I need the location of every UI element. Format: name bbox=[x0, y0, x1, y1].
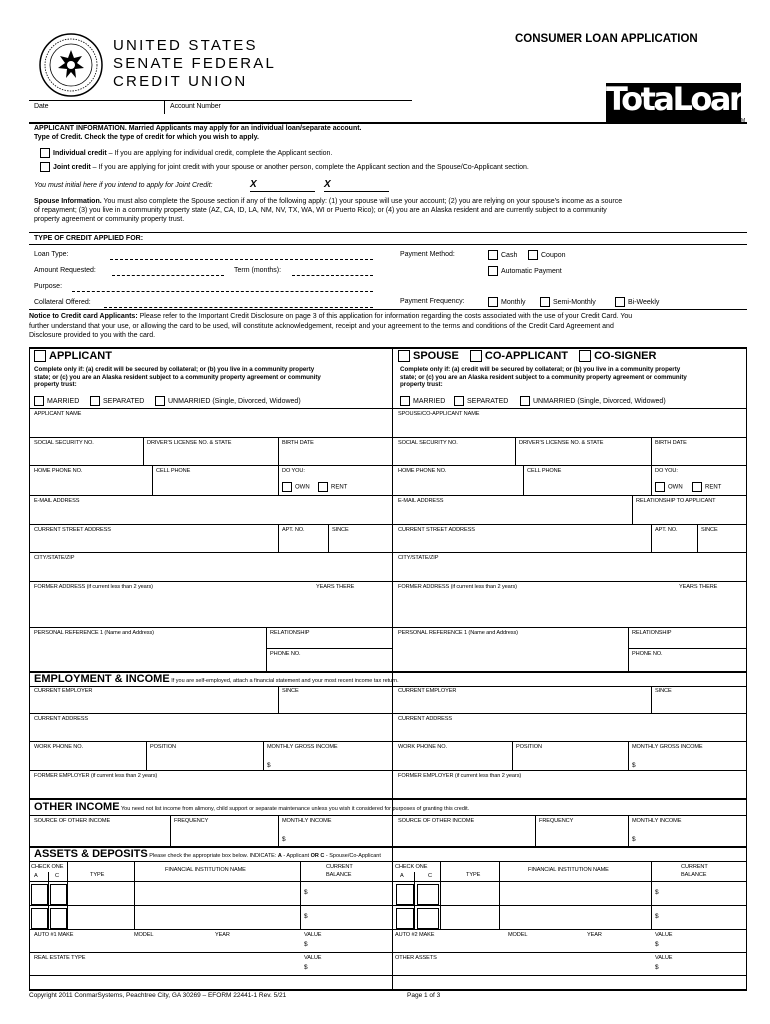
applicant-auto-value-dollar: $ bbox=[304, 941, 308, 948]
cash-checkbox[interactable] bbox=[488, 250, 498, 260]
applicant-own-checkbox[interactable] bbox=[282, 482, 292, 492]
spouse-info-bold: Spouse Information. bbox=[34, 198, 102, 205]
co-signer-title: CO-SIGNER bbox=[594, 350, 657, 362]
spouse-cond-2: state; or (c) you are an Alaska resident subject to a community property agreement or community bbox=[400, 373, 687, 381]
applicant-other-income-frequency-label: FREQUENCY bbox=[174, 818, 209, 824]
spouse-years-there-label: YEARS THERE bbox=[679, 584, 718, 590]
bi-weekly-label: Bi-Weekly bbox=[628, 298, 660, 306]
spouse-email-label: E-MAIL ADDRESS bbox=[398, 498, 444, 504]
spouse-name-label: SPOUSE/CO-APPLICANT NAME bbox=[398, 411, 480, 417]
spouse-do-you-label: DO YOU: bbox=[655, 468, 678, 474]
individual-credit-checkbox[interactable] bbox=[40, 148, 50, 158]
applicant-type-label: TYPE bbox=[90, 872, 105, 878]
bi-weekly-checkbox[interactable] bbox=[615, 297, 625, 307]
applicant-section-title bbox=[34, 350, 112, 362]
applicant-own-option[interactable] bbox=[282, 482, 310, 492]
notice-line-2: further understand that your use, or allowing the card to be used, will constitute acknowledgement, receipt and your agreement to the terms and conditions of the Credit Card Agreement and bbox=[29, 322, 614, 330]
applicant-ref-phone-label: PHONE NO. bbox=[270, 651, 301, 657]
spouse-relationship-label: RELATIONSHIP bbox=[632, 630, 672, 636]
applicant-dl-field[interactable] bbox=[144, 447, 277, 464]
applicant-institution-label: FINANCIAL INSTITUTION NAME bbox=[165, 867, 246, 873]
notice-bold: Notice to Credit card Applicants: bbox=[29, 313, 138, 320]
applicant-employer-address-label: CURRENT ADDRESS bbox=[34, 716, 89, 722]
spouse-former-employer-label: FORMER EMPLOYER (if current less than 2 years) bbox=[398, 773, 522, 779]
applicant-cond-2: state; or (c) you are an Alaska resident subject to a community property agreement or community bbox=[34, 373, 321, 381]
other-income-note: You need not list income from alimony, child support or separate maintenance unless you wish it considered for purposes of granting this credit. bbox=[119, 806, 470, 812]
applicant-asset2-a-checkbox[interactable] bbox=[31, 908, 48, 929]
applicant-name-label: APPLICANT NAME bbox=[34, 411, 82, 417]
spouse-auto-model-label: MODEL bbox=[508, 932, 528, 938]
monthly-checkbox[interactable] bbox=[488, 297, 498, 307]
applicant-title: APPLICANT bbox=[49, 350, 112, 362]
term-label: Term (months): bbox=[234, 267, 282, 274]
form-title: CONSUMER LOAN APPLICATION bbox=[515, 33, 698, 45]
spouse-gross-dollar: $ bbox=[632, 762, 636, 769]
joint-credit-checkbox[interactable] bbox=[40, 162, 50, 172]
applicant-apt-label: APT. NO. bbox=[282, 527, 305, 533]
applicant-former-employer-label: FORMER EMPLOYER (if current less than 2 years) bbox=[34, 773, 158, 779]
spouse-a-label: A bbox=[400, 873, 404, 879]
applicant-separated-checkbox[interactable] bbox=[90, 396, 100, 406]
initial-x-1: X bbox=[250, 179, 257, 190]
spouse-balance-1-dollar: $ bbox=[655, 889, 659, 896]
co-signer-checkbox[interactable] bbox=[579, 350, 591, 362]
spouse-auto-value-label: VALUE bbox=[655, 932, 673, 938]
joint-credit-desc: – If you are applying for joint credit with your spouse or another person, complete the Applicant section and the Spouse/Co-Applicant section. bbox=[90, 163, 529, 171]
spouse-other-assets-value-label: VALUE bbox=[655, 955, 673, 961]
spouse-balance-label: BALANCE bbox=[681, 872, 707, 878]
assets-section-title bbox=[34, 848, 381, 860]
spouse-rent-label: RENT bbox=[705, 484, 722, 491]
applicant-employer-label: CURRENT EMPLOYER bbox=[34, 688, 93, 694]
applicant-email-field[interactable] bbox=[30, 505, 391, 523]
spouse-current-label: CURRENT bbox=[681, 864, 708, 870]
notice-line-3: Disclosure provided to you with the card. bbox=[29, 332, 156, 339]
applicant-married-label: MARRIED bbox=[47, 397, 80, 405]
spouse-former-address-label: FORMER ADDRESS (if current less than 2 years) bbox=[398, 584, 517, 590]
applicant-auto-year-label: YEAR bbox=[215, 932, 230, 938]
purpose-label: Purpose: bbox=[34, 283, 63, 290]
spouse-own-option[interactable] bbox=[655, 482, 683, 492]
senate-seal-icon bbox=[38, 32, 104, 98]
applicant-reference-label: PERSONAL REFERENCE 1 (Name and Address) bbox=[34, 630, 154, 636]
cash-label: Cash bbox=[501, 251, 518, 259]
spouse-employer-since-label: SINCE bbox=[655, 688, 672, 694]
spouse-other-assets-dollar: $ bbox=[655, 964, 659, 971]
semi-monthly-option[interactable] bbox=[540, 297, 596, 307]
spouse-other-income-dollar: $ bbox=[632, 836, 636, 843]
applicant-balance-1-dollar: $ bbox=[304, 889, 308, 896]
applicant-unmarried-checkbox[interactable] bbox=[155, 396, 165, 406]
spouse-rent-option[interactable] bbox=[692, 482, 721, 492]
applicant-asset2-c-checkbox[interactable] bbox=[50, 908, 67, 929]
applicant-current-label: CURRENT bbox=[326, 864, 353, 870]
spouse-rent-checkbox[interactable] bbox=[692, 482, 702, 492]
collateral-field[interactable] bbox=[104, 297, 373, 307]
applicant-gross-dollar: $ bbox=[267, 762, 271, 769]
amount-requested-label: Amount Requested: bbox=[34, 267, 96, 274]
applicant-rent-label: RENT bbox=[331, 484, 348, 491]
applicant-since-label: SINCE bbox=[332, 527, 349, 533]
spouse-city-label: CITY/STATE/ZIP bbox=[398, 555, 439, 561]
spouse-auto-value-dollar: $ bbox=[655, 941, 659, 948]
initial-line: You must initial here if you intend to apply for Joint Credit: bbox=[34, 182, 213, 189]
joint-credit-label: Joint credit bbox=[53, 163, 91, 171]
assets-or: OR bbox=[310, 853, 319, 859]
initial-field-2[interactable] bbox=[332, 180, 389, 191]
copyright-text: Copyright 2011 ConmarSystems, Peachtree City, GA 30269 – EFORM 22441-1 Rev. 5/21 bbox=[29, 992, 287, 999]
applicant-a-label: A bbox=[34, 873, 38, 879]
org-line-1: UNITED STATES bbox=[113, 37, 258, 54]
applicant-birth-field[interactable] bbox=[279, 447, 391, 464]
type-of-credit: Type of Credit. Check the type of credit for which you wish to apply. bbox=[34, 134, 259, 141]
applicant-asset1-c-checkbox[interactable] bbox=[50, 884, 67, 905]
spouse-employer-label: CURRENT EMPLOYER bbox=[398, 688, 457, 694]
spouse-cond-1: Complete only if: (a) credit will be secured by collateral; or (b) you live in a community property bbox=[400, 366, 681, 373]
spouse-conditions bbox=[400, 366, 687, 389]
spouse-title: SPOUSE bbox=[413, 350, 459, 362]
spouse-separated-label: SEPARATED bbox=[467, 397, 509, 405]
payment-frequency-label: Payment Frequency: bbox=[400, 298, 465, 305]
applicant-rent-checkbox[interactable] bbox=[318, 482, 328, 492]
applicant-birth-label: BIRTH DATE bbox=[282, 440, 314, 446]
applicant-employer-since-label: SINCE bbox=[282, 688, 299, 694]
applicant-gross-income-label: MONTHLY GROSS INCOME bbox=[267, 744, 338, 750]
spouse-own-label: OWN bbox=[668, 484, 683, 491]
spouse-other-income-source-label: SOURCE OF OTHER INCOME bbox=[398, 818, 475, 824]
spouse-cond-3: property trust: bbox=[400, 381, 443, 388]
spouse-dl-label: DRIVER’S LICENSE NO. & STATE bbox=[519, 440, 604, 446]
applicant-check-one-label: CHECK ONE bbox=[31, 864, 64, 870]
applicant-separated-option[interactable] bbox=[90, 396, 144, 406]
individual-credit-row bbox=[40, 148, 332, 158]
spouse-name-field[interactable] bbox=[393, 418, 745, 436]
loan-type-field[interactable] bbox=[110, 249, 373, 259]
coupon-option[interactable] bbox=[528, 250, 566, 260]
applicant-auto-make-label: AUTO #1 MAKE bbox=[34, 932, 74, 938]
applicant-rent-option[interactable] bbox=[318, 482, 347, 492]
spouse-checkbox[interactable] bbox=[398, 350, 410, 362]
amount-requested-field[interactable] bbox=[112, 265, 224, 275]
other-income-title: OTHER INCOME bbox=[34, 801, 120, 813]
credit-applied-heading: TYPE OF CREDIT APPLIED FOR: bbox=[34, 235, 144, 242]
coupon-label: Coupon bbox=[541, 251, 566, 259]
spouse-unmarried-label: UNMARRIED (Single, Divorced, Widowed) bbox=[533, 397, 666, 405]
spouse-unmarried-option[interactable] bbox=[520, 396, 666, 406]
spouse-employer-address-label: CURRENT ADDRESS bbox=[398, 716, 453, 722]
account-number-label: Account Number bbox=[170, 103, 221, 110]
applicant-other-income-dollar: $ bbox=[282, 836, 286, 843]
applicant-other-monthly-income-label: MONTHLY INCOME bbox=[282, 818, 332, 824]
spouse-info-text-3: property agreement or community property trust. bbox=[34, 216, 185, 223]
applicant-relationship-label: RELATIONSHIP bbox=[270, 630, 310, 636]
applicant-ssn-label: SOCIAL SECURITY NO. bbox=[34, 440, 94, 446]
applicant-position-label: POSITION bbox=[150, 744, 176, 750]
spouse-ssn-label: SOCIAL SECURITY NO. bbox=[398, 440, 458, 446]
applicant-years-there-label: YEARS THERE bbox=[316, 584, 355, 590]
spouse-ref-phone-label: PHONE NO. bbox=[632, 651, 663, 657]
cash-option[interactable] bbox=[488, 250, 517, 260]
applicant-dl-label: DRIVER’S LICENSE NO. & STATE bbox=[147, 440, 232, 446]
spouse-auto-make-label: AUTO #2 MAKE bbox=[395, 932, 435, 938]
spouse-relationship-to-applicant-label: RELATIONSHIP TO APPLICANT bbox=[636, 498, 716, 504]
account-number-field[interactable] bbox=[240, 100, 410, 114]
applicant-checkbox[interactable] bbox=[34, 350, 46, 362]
spouse-home-phone-label: HOME PHONE NO. bbox=[398, 468, 447, 474]
applicant-info-heading: APPLICANT INFORMATION. Married Applicants may apply for an individual loan/separate account. bbox=[34, 125, 362, 132]
monthly-option[interactable] bbox=[488, 297, 526, 307]
monthly-label: Monthly bbox=[501, 298, 526, 306]
applicant-do-you-label: DO YOU: bbox=[282, 468, 305, 474]
initial-field-1[interactable] bbox=[258, 180, 315, 191]
spouse-asset1-c-checkbox[interactable] bbox=[417, 884, 439, 905]
spouse-balance-2-dollar: $ bbox=[655, 913, 659, 920]
assets-c-text: - Spouse/Co-Applicant bbox=[324, 853, 381, 859]
spouse-other-assets-label: OTHER ASSETS bbox=[395, 955, 437, 961]
applicant-unmarried-label: UNMARRIED (Single, Divorced, Widowed) bbox=[168, 397, 301, 405]
applicant-auto-model-label: MODEL bbox=[134, 932, 154, 938]
applicant-married-option[interactable] bbox=[34, 396, 79, 406]
applicant-balance-label: BALANCE bbox=[326, 872, 352, 878]
semi-monthly-checkbox[interactable] bbox=[540, 297, 550, 307]
spouse-unmarried-checkbox[interactable] bbox=[520, 396, 530, 406]
applicant-home-phone-label: HOME PHONE NO. bbox=[34, 468, 83, 474]
spouse-own-checkbox[interactable] bbox=[655, 482, 665, 492]
applicant-email-label: E-MAIL ADDRESS bbox=[34, 498, 80, 504]
applicant-balance-2-dollar: $ bbox=[304, 913, 308, 920]
spouse-birth-label: BIRTH DATE bbox=[655, 440, 687, 446]
spouse-information bbox=[34, 197, 746, 224]
spouse-street-label: CURRENT STREET ADDRESS bbox=[398, 527, 475, 533]
applicant-c-label: C bbox=[55, 873, 59, 879]
assets-a: A bbox=[277, 853, 282, 859]
automatic-payment-option[interactable] bbox=[488, 266, 562, 276]
bi-weekly-option[interactable] bbox=[615, 297, 659, 307]
automatic-payment-label: Automatic Payment bbox=[501, 267, 562, 275]
collateral-label: Collateral Offered: bbox=[34, 299, 91, 306]
applicant-auto-value-label: VALUE bbox=[304, 932, 322, 938]
spouse-other-income-frequency-label: FREQUENCY bbox=[539, 818, 574, 824]
applicant-real-estate-dollar: $ bbox=[304, 964, 308, 971]
purpose-field[interactable] bbox=[72, 281, 373, 291]
loan-type-label: Loan Type: bbox=[34, 251, 69, 258]
spouse-info-text-2: of repayment; (3) you live in a community property state (AZ, CA, ID, LA, NM, NV, TX, WA, WI or Puerto Rico); or (4) you are an Alaska resident and are currently subject to a community bbox=[34, 207, 607, 214]
spouse-married-option[interactable] bbox=[400, 396, 445, 406]
spouse-institution-label: FINANCIAL INSTITUTION NAME bbox=[528, 867, 609, 873]
assets-note: Please check the appropriate box below. INDICATE: bbox=[147, 853, 278, 859]
applicant-former-address-label: FORMER ADDRESS (if current less than 2 years) bbox=[34, 584, 153, 590]
spouse-apt-label: APT. NO. bbox=[655, 527, 678, 533]
initial-x-2: X bbox=[324, 179, 331, 190]
spouse-asset2-a-checkbox[interactable] bbox=[396, 908, 414, 929]
applicant-other-income-source-label: SOURCE OF OTHER INCOME bbox=[34, 818, 111, 824]
spouse-separated-option[interactable] bbox=[454, 396, 508, 406]
spouse-married-label: MARRIED bbox=[413, 397, 446, 405]
joint-credit-row bbox=[40, 162, 529, 172]
employment-section-title bbox=[34, 673, 399, 685]
semi-monthly-label: Semi-Monthly bbox=[553, 298, 596, 306]
applicant-city-label: CITY/STATE/ZIP bbox=[34, 555, 75, 561]
applicant-ssn-field[interactable] bbox=[30, 447, 142, 464]
coupon-checkbox[interactable] bbox=[528, 250, 538, 260]
spouse-work-phone-label: WORK PHONE NO. bbox=[398, 744, 447, 750]
applicant-own-label: OWN bbox=[295, 484, 310, 491]
spouse-auto-year-label: YEAR bbox=[587, 932, 602, 938]
assets-c: C bbox=[318, 853, 325, 859]
co-applicant-title: CO-APPLICANT bbox=[484, 350, 569, 362]
credit-card-notice bbox=[29, 312, 747, 341]
individual-credit-desc: – If you are applying for individual credit, complete the Applicant section. bbox=[106, 149, 333, 157]
spouse-gross-income-label: MONTHLY GROSS INCOME bbox=[632, 744, 703, 750]
spouse-c-label: C bbox=[428, 873, 432, 879]
assets-a-text: - Applicant bbox=[281, 853, 311, 859]
spouse-cell-phone-label: CELL PHONE bbox=[527, 468, 562, 474]
applicant-asset1-a-checkbox[interactable] bbox=[31, 884, 48, 905]
logo-text: TotaLoan bbox=[606, 80, 750, 118]
employment-title: EMPLOYMENT & INCOME bbox=[34, 673, 170, 685]
date-label: Date bbox=[34, 103, 49, 110]
automatic-payment-checkbox[interactable] bbox=[488, 266, 498, 276]
spouse-info-text-1: You must also complete the Spouse section if any of the following apply: (1) your spouse will use your account; (2) you are relying on your spouse’s income as a source bbox=[101, 198, 623, 205]
applicant-real-estate-label: REAL ESTATE TYPE bbox=[34, 955, 86, 961]
applicant-separated-label: SEPARATED bbox=[103, 397, 145, 405]
spouse-asset2-c-checkbox[interactable] bbox=[417, 908, 439, 929]
applicant-unmarried-option[interactable] bbox=[155, 396, 301, 406]
payment-method-label: Payment Method: bbox=[400, 251, 455, 258]
assets-title: ASSETS & DEPOSITS bbox=[34, 848, 148, 860]
spouse-position-label: POSITION bbox=[516, 744, 542, 750]
applicant-real-estate-value-label: VALUE bbox=[304, 955, 322, 961]
co-applicant-checkbox[interactable] bbox=[470, 350, 482, 362]
spouse-section-title bbox=[398, 350, 656, 362]
employment-note: If you are self-employed, attach a financial statement and your most recent income tax return. bbox=[169, 678, 399, 684]
date-field[interactable] bbox=[60, 100, 160, 114]
page-number: Page 1 of 3 bbox=[407, 992, 441, 999]
applicant-married-checkbox[interactable] bbox=[34, 396, 44, 406]
applicant-cell-phone-label: CELL PHONE bbox=[156, 468, 191, 474]
trademark-mark: TM bbox=[738, 118, 746, 124]
spouse-reference-label: PERSONAL REFERENCE 1 (Name and Address) bbox=[398, 630, 518, 636]
spouse-married-checkbox[interactable] bbox=[400, 396, 410, 406]
spouse-separated-checkbox[interactable] bbox=[454, 396, 464, 406]
individual-credit-label: Individual credit bbox=[53, 149, 107, 157]
org-line-3: CREDIT UNION bbox=[113, 73, 248, 90]
spouse-check-one-label: CHECK ONE bbox=[395, 864, 428, 870]
applicant-name-field[interactable] bbox=[30, 418, 391, 436]
applicant-cond-1: Complete only if: (a) credit will be secured by collateral; or (b) you live in a community property bbox=[34, 366, 315, 373]
other-income-section-title bbox=[34, 801, 469, 813]
spouse-other-monthly-income-label: MONTHLY INCOME bbox=[632, 818, 682, 824]
spouse-since-label: SINCE bbox=[701, 527, 718, 533]
term-field[interactable] bbox=[292, 265, 373, 275]
org-line-2: SENATE FEDERAL bbox=[113, 55, 277, 72]
applicant-cond-3: property trust: bbox=[34, 381, 77, 388]
spouse-type-label: TYPE bbox=[466, 872, 481, 878]
spouse-asset1-a-checkbox[interactable] bbox=[396, 884, 414, 905]
org-name bbox=[113, 37, 276, 91]
notice-line-1: Please refer to the Important Credit Disclosure on page 3 of this application for information regarding the costs associated with the use of your Credit Card. You bbox=[137, 313, 633, 320]
applicant-work-phone-label: WORK PHONE NO. bbox=[34, 744, 83, 750]
applicant-conditions bbox=[34, 366, 321, 389]
applicant-street-label: CURRENT STREET ADDRESS bbox=[34, 527, 111, 533]
